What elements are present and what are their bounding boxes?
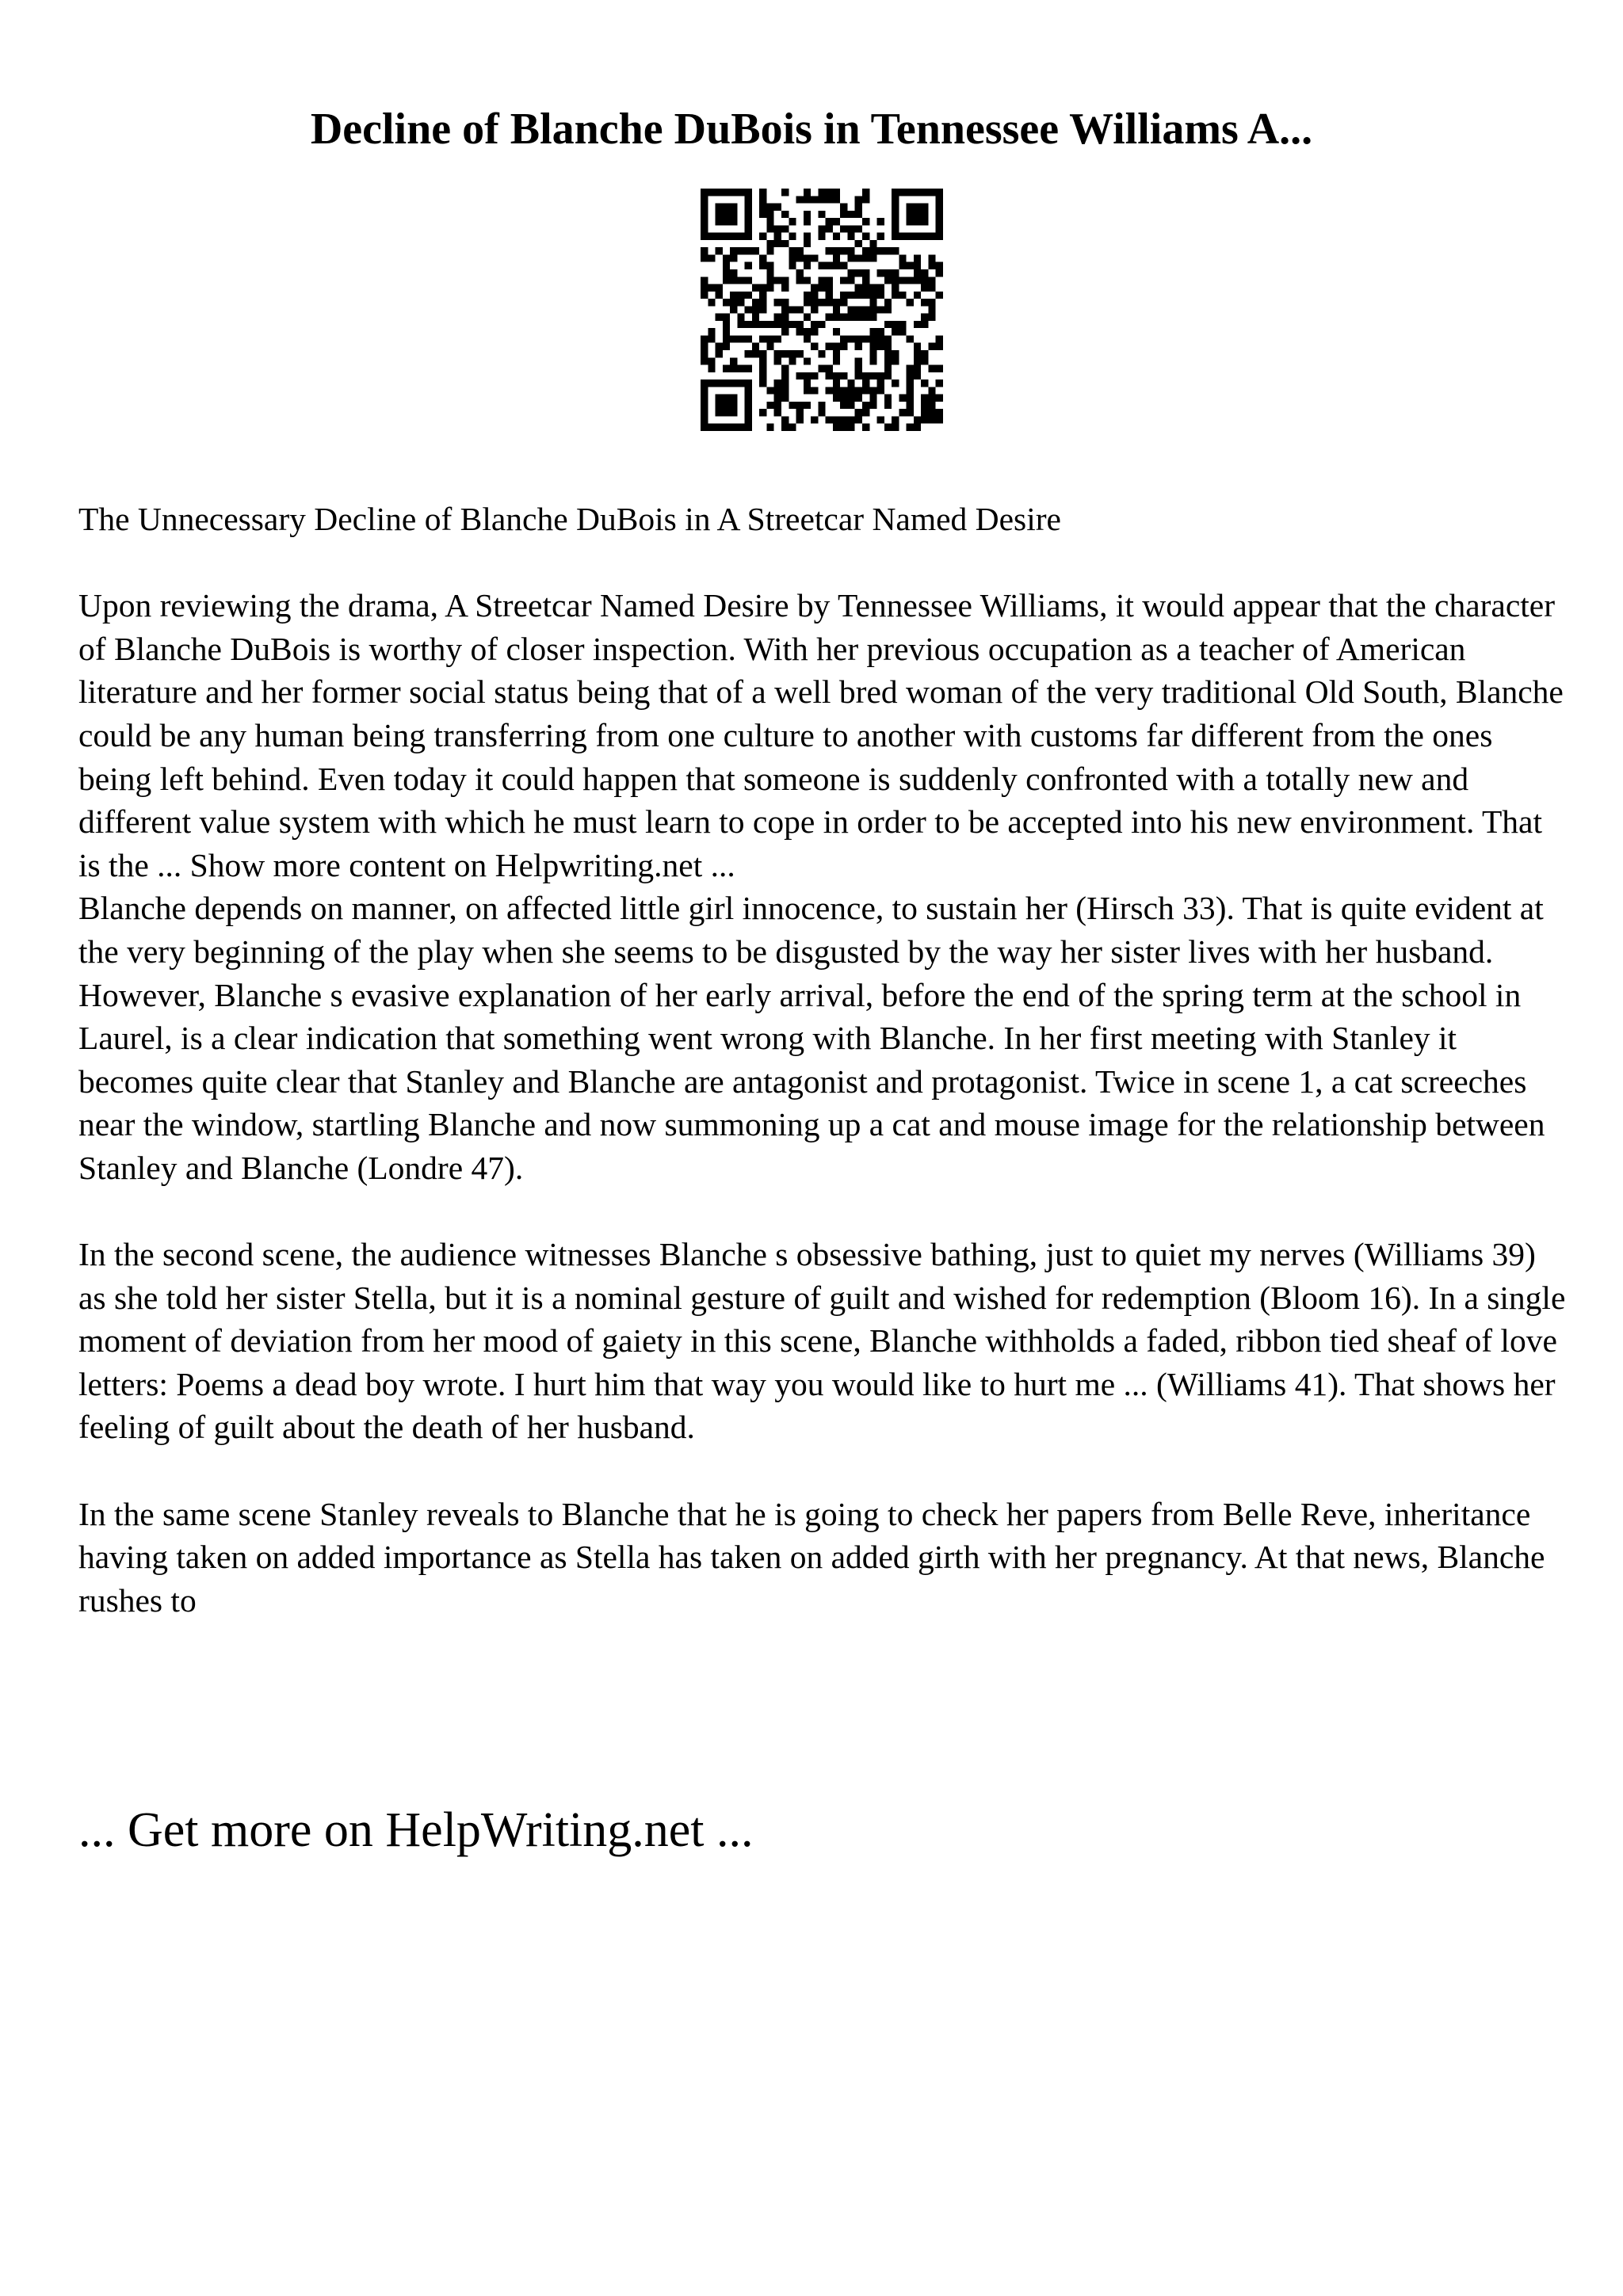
paragraph-3: In the second scene, the audience witnesses Blanche s obsessive bathing, just to quiet my nerves (Williams 39) as she told her sister Stella, but it is a nominal gesture of guilt and wished for redemption (Bloom 16). In a single moment of deviation from her mood of gaiety in this scene, Blanche withholds a faded, ribbon tied sheaf of love letters: Poems a dead boy wrote. I hurt him that way you would like to hurt me ... (Williams 41). That shows her feeling of guilt about the death of her husband. [78, 1236, 1566, 1446]
article-body [78, 498, 1568, 1622]
paragraph-2: Blanche depends on manner, on affected little girl innocence, to sustain her (Hirsch 33). That is quite evident at the very beginning of the play when she seems to be disgusted by the way her sister lives with her husband. However, Blanche s evasive explanation of her early arrival, before the end of the spring term at the school in Laurel, is a clear indication that something went wrong with Blanche. In her first meeting with Stanley it becomes quite clear that Stanley and Blanche are antagonist and protagonist. Twice in scene 1, a cat screeches near the window, startling Blanche and now summoning up a cat and mouse image for the relationship between Stanley and Blanche (Londre 47). [78, 890, 1545, 1186]
page-title: Decline of Blanche DuBois in Tennessee Williams A... [310, 105, 1313, 154]
qr-code-icon [701, 189, 943, 431]
article-subtitle: The Unnecessary Decline of Blanche DuBois in A Streetcar Named Desire [78, 501, 1061, 537]
get-more-link[interactable]: ... Get more on HelpWriting.net ... [78, 1803, 754, 1857]
paragraph-4: In the same scene Stanley reveals to Blanche that he is going to check her papers from Belle Reve, inheritance having taken on added importance as Stella has taken on added girth with her pregnancy. At that news, Blanche rushes to [78, 1495, 1545, 1619]
paragraph-1: Upon reviewing the drama, A Streetcar Named Desire by Tennessee Williams, it would appear that the character of Blanche DuBois is worthy of closer inspection. With her previous occupation as a teacher of American literature and her former social status being that of a well bred woman of the very traditional Old South, Blanche could be any human being transferring from one culture to another with customs far different from the ones being left behind. Even today it could happen that someone is suddenly confronted with a totally new and different value system with which he must learn to cope in order to be accepted into his new environment. That is the ... Show more content on Helpwriting.net ... [78, 587, 1564, 883]
